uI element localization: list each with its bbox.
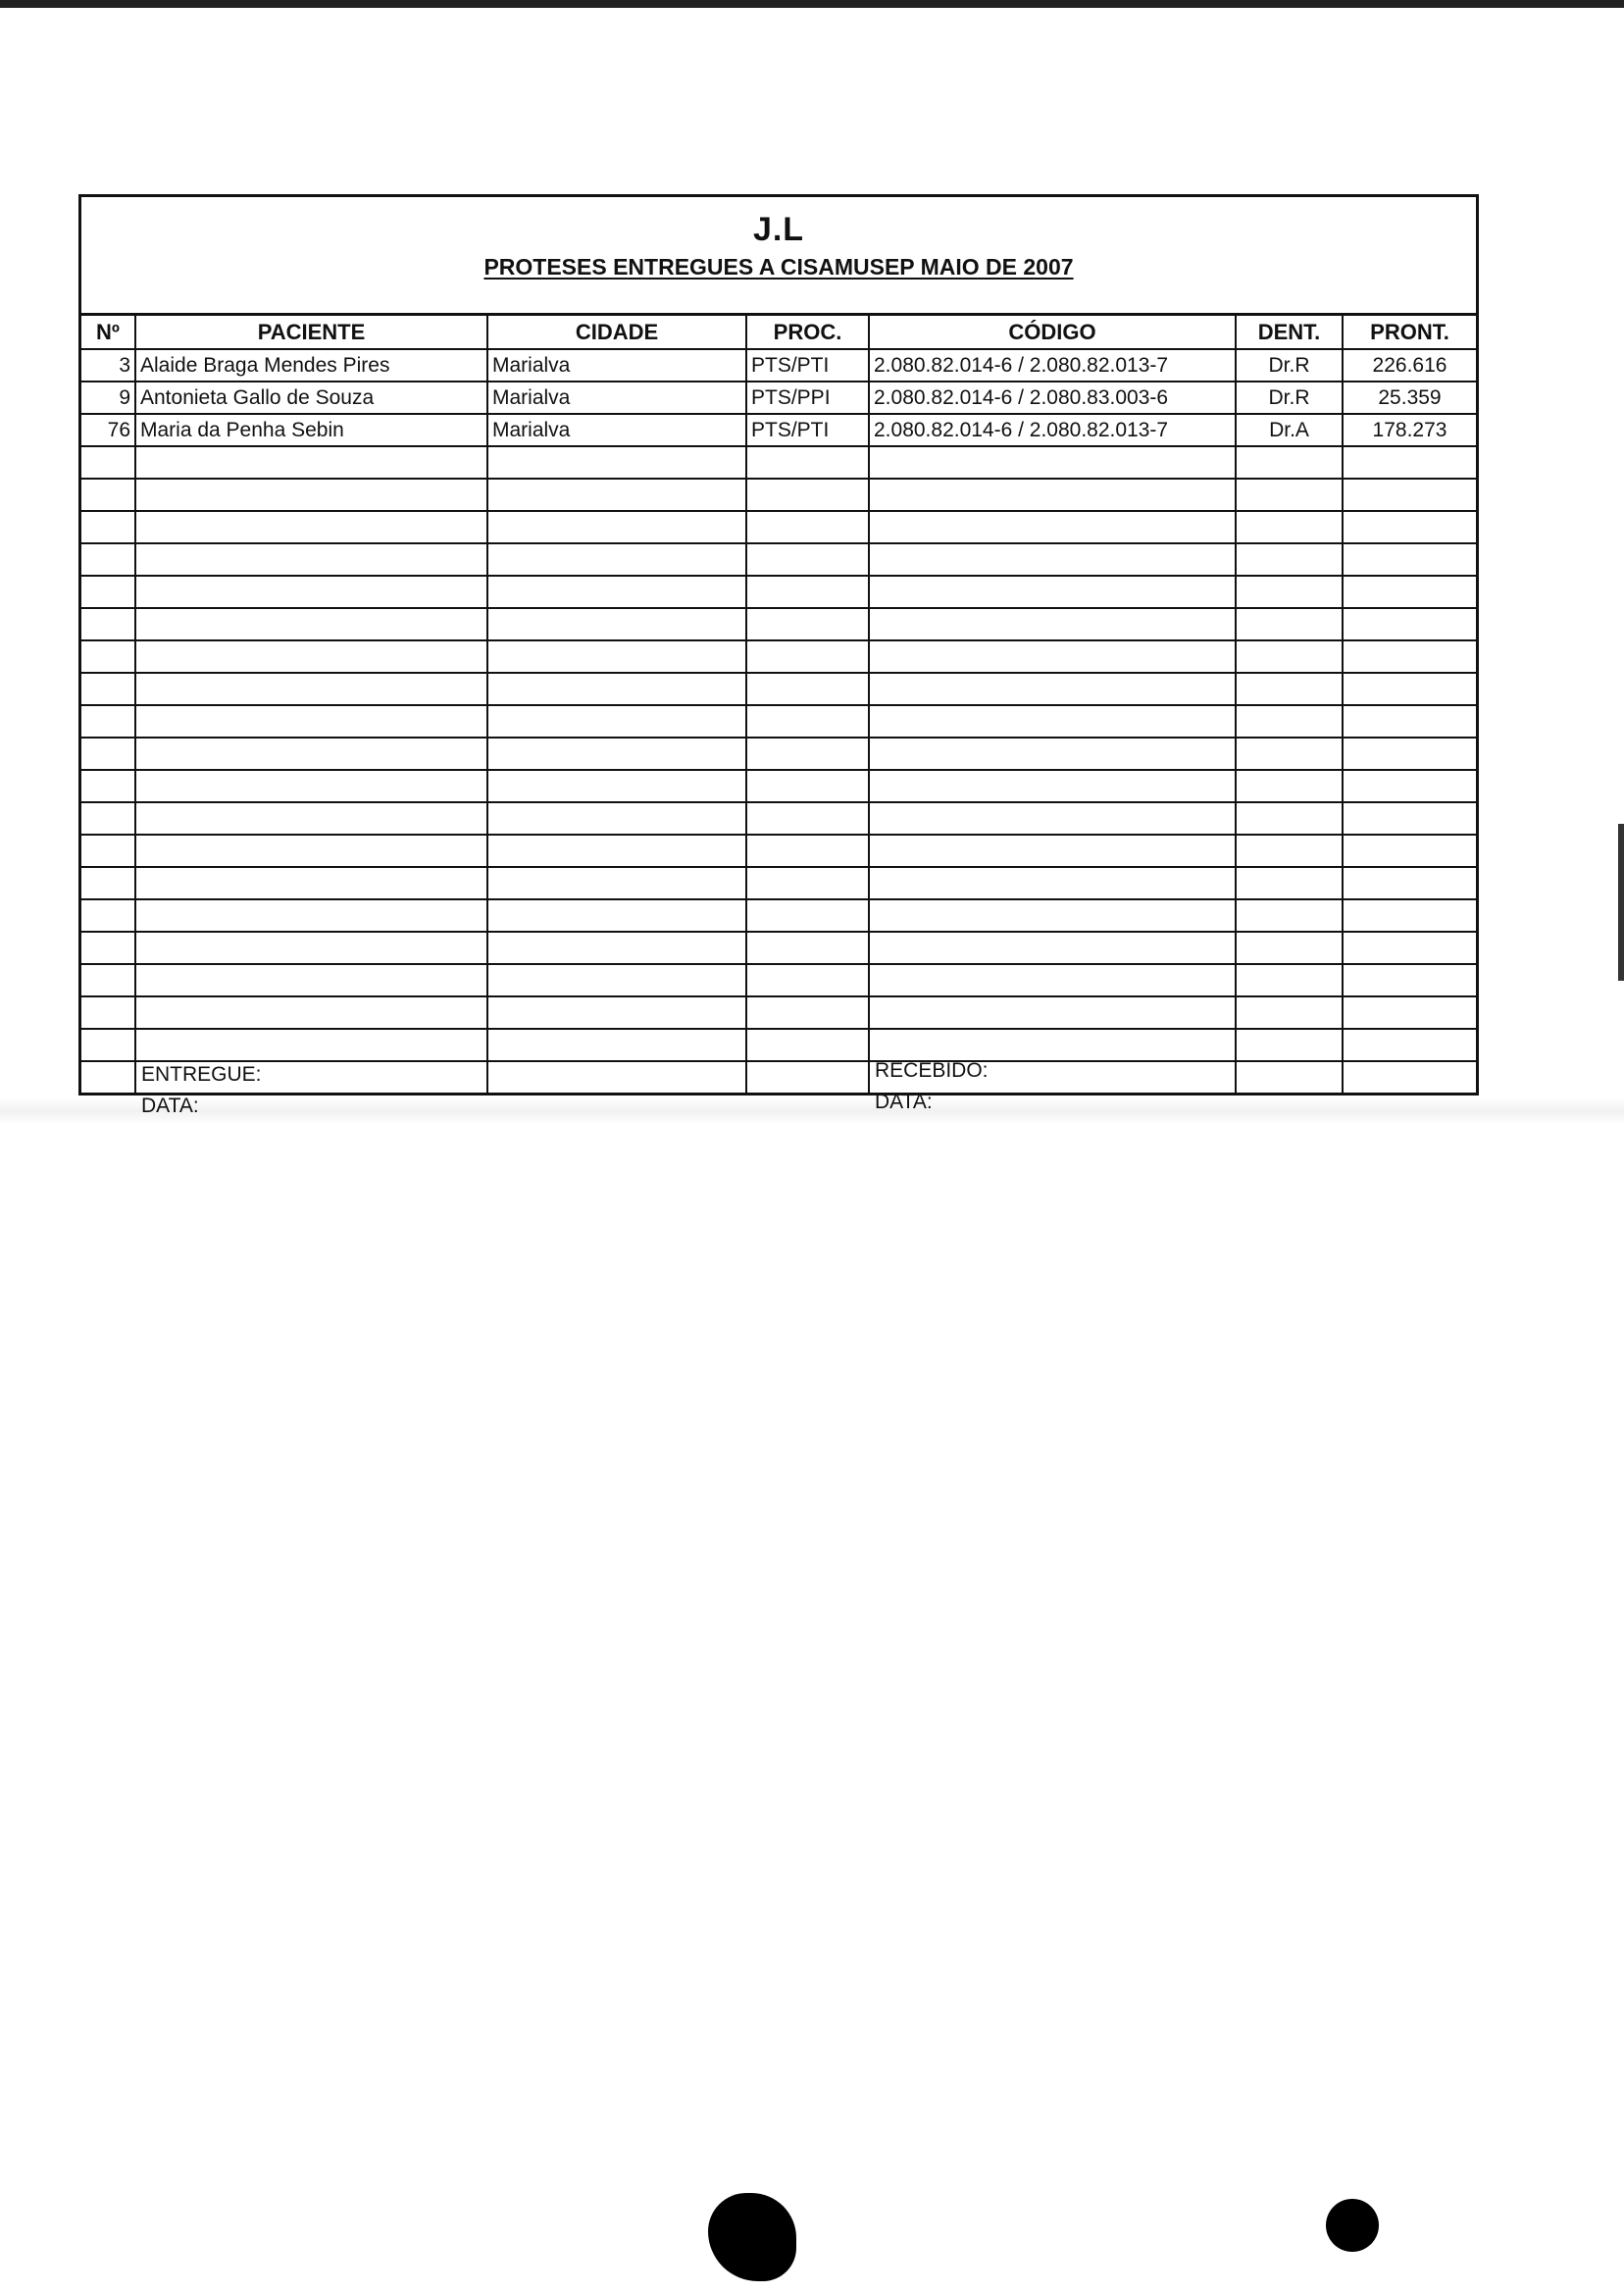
empty-cell — [869, 446, 1236, 479]
empty-cell — [81, 738, 135, 770]
empty-cell — [487, 673, 746, 705]
empty-cell — [1236, 479, 1343, 511]
cell-num: 9 — [81, 382, 135, 414]
empty-cell — [746, 932, 869, 964]
empty-cell — [1343, 511, 1476, 543]
empty-row — [81, 835, 1476, 867]
empty-cell — [135, 770, 487, 802]
ink-blot — [708, 2193, 796, 2281]
empty-cell — [487, 738, 746, 770]
empty-cell — [1236, 996, 1343, 1029]
empty-cell — [81, 1061, 135, 1093]
empty-cell — [746, 705, 869, 738]
empty-cell — [81, 543, 135, 576]
empty-cell — [1343, 576, 1476, 608]
empty-cell — [1343, 543, 1476, 576]
sheet-header — [81, 197, 1476, 316]
empty-cell — [746, 964, 869, 996]
empty-cell — [1343, 738, 1476, 770]
empty-cell — [869, 673, 1236, 705]
empty-cell — [746, 867, 869, 899]
empty-row — [81, 1061, 1476, 1093]
empty-row — [81, 705, 1476, 738]
empty-cell — [135, 1029, 487, 1061]
cell-pront: 226.616 — [1343, 349, 1476, 382]
empty-cell — [1236, 640, 1343, 673]
column-header-paciente: PACIENTE — [135, 316, 487, 349]
empty-cell — [81, 964, 135, 996]
empty-cell — [1236, 673, 1343, 705]
empty-row — [81, 511, 1476, 543]
empty-cell — [135, 446, 487, 479]
empty-cell — [1343, 996, 1476, 1029]
empty-cell — [869, 608, 1236, 640]
empty-cell — [1236, 738, 1343, 770]
empty-cell — [135, 673, 487, 705]
empty-row — [81, 964, 1476, 996]
column-header-cidade: CIDADE — [487, 316, 746, 349]
table-body — [81, 349, 1476, 1093]
empty-row — [81, 932, 1476, 964]
empty-cell — [1236, 932, 1343, 964]
cell-proc: PTS/PPI — [746, 382, 869, 414]
empty-cell — [869, 932, 1236, 964]
empty-cell — [746, 673, 869, 705]
empty-cell — [746, 770, 869, 802]
empty-cell — [1236, 802, 1343, 835]
empty-cell — [1343, 899, 1476, 932]
empty-cell — [1236, 576, 1343, 608]
empty-cell — [81, 932, 135, 964]
empty-cell — [1236, 835, 1343, 867]
empty-cell — [1343, 1029, 1476, 1061]
empty-cell — [81, 511, 135, 543]
empty-cell — [1343, 705, 1476, 738]
document-title: PROTESES ENTREGUES A CISAMUSEP MAIO DE 2007 — [483, 254, 1074, 280]
empty-cell — [869, 738, 1236, 770]
empty-cell — [487, 802, 746, 835]
cell-paciente: Alaide Braga Mendes Pires — [135, 349, 487, 382]
empty-cell — [746, 640, 869, 673]
cell-cidade: Marialva — [487, 349, 746, 382]
empty-cell — [487, 899, 746, 932]
empty-cell — [135, 640, 487, 673]
empty-cell — [487, 867, 746, 899]
empty-row — [81, 738, 1476, 770]
empty-cell — [81, 479, 135, 511]
scan-edge-right — [1618, 824, 1624, 981]
column-header-dent: DENT. — [1236, 316, 1343, 349]
cell-pront: 25.359 — [1343, 382, 1476, 414]
empty-cell — [1236, 867, 1343, 899]
empty-cell — [746, 543, 869, 576]
empty-cell — [869, 867, 1236, 899]
cell-paciente: Antonieta Gallo de Souza — [135, 382, 487, 414]
empty-cell — [487, 576, 746, 608]
empty-cell — [81, 640, 135, 673]
empty-cell — [1343, 446, 1476, 479]
empty-row — [81, 802, 1476, 835]
empty-cell — [746, 899, 869, 932]
table-row — [81, 349, 1476, 382]
column-header-num: Nº — [81, 316, 135, 349]
empty-cell — [869, 996, 1236, 1029]
cell-proc: PTS/PTI — [746, 414, 869, 446]
empty-cell — [81, 608, 135, 640]
empty-cell — [1343, 479, 1476, 511]
empty-cell — [746, 996, 869, 1029]
empty-cell — [487, 964, 746, 996]
empty-row — [81, 576, 1476, 608]
empty-cell — [487, 479, 746, 511]
empty-cell — [487, 705, 746, 738]
empty-cell — [1343, 802, 1476, 835]
empty-cell — [487, 1061, 746, 1093]
empty-cell — [487, 511, 746, 543]
empty-cell — [135, 479, 487, 511]
empty-cell — [1343, 673, 1476, 705]
cell-dent: Dr.A — [1236, 414, 1343, 446]
empty-cell — [869, 899, 1236, 932]
cell-proc: PTS/PTI — [746, 349, 869, 382]
empty-cell — [746, 511, 869, 543]
empty-cell — [135, 543, 487, 576]
empty-cell — [1343, 932, 1476, 964]
empty-cell — [135, 964, 487, 996]
empty-cell — [135, 576, 487, 608]
empty-cell — [746, 1029, 869, 1061]
empty-row — [81, 479, 1476, 511]
empty-cell — [487, 543, 746, 576]
empty-row — [81, 899, 1476, 932]
ink-dot — [1326, 2199, 1379, 2252]
empty-cell — [81, 673, 135, 705]
empty-cell — [1236, 511, 1343, 543]
empty-cell — [1343, 964, 1476, 996]
column-header-codigo: CÓDIGO — [869, 316, 1236, 349]
table-header-row — [81, 316, 1476, 349]
empty-cell — [746, 446, 869, 479]
empty-cell — [1236, 1061, 1343, 1093]
empty-cell — [135, 608, 487, 640]
deliveries-table — [81, 316, 1476, 1093]
empty-cell — [869, 964, 1236, 996]
empty-cell — [135, 738, 487, 770]
empty-cell — [81, 446, 135, 479]
cell-num: 76 — [81, 414, 135, 446]
empty-cell — [81, 576, 135, 608]
empty-cell — [1343, 835, 1476, 867]
scan-edge-top — [0, 0, 1624, 8]
recebido-data-label: DATA: — [875, 1091, 933, 1113]
empty-cell — [869, 479, 1236, 511]
empty-cell — [1236, 608, 1343, 640]
empty-cell — [869, 705, 1236, 738]
entregue-data-label: DATA: — [141, 1095, 199, 1117]
empty-cell — [135, 932, 487, 964]
table-row — [81, 382, 1476, 414]
empty-cell — [81, 770, 135, 802]
empty-cell — [135, 899, 487, 932]
empty-cell — [869, 543, 1236, 576]
empty-cell — [746, 608, 869, 640]
empty-row — [81, 673, 1476, 705]
empty-row — [81, 1029, 1476, 1061]
empty-cell — [1343, 608, 1476, 640]
cell-codigo: 2.080.82.014-6 / 2.080.82.013-7 — [869, 414, 1236, 446]
empty-cell — [81, 705, 135, 738]
empty-cell — [1236, 543, 1343, 576]
document-code: J.L — [752, 211, 805, 248]
empty-cell — [869, 835, 1236, 867]
empty-cell — [869, 511, 1236, 543]
empty-cell — [487, 996, 746, 1029]
entregue-label: ENTREGUE: — [141, 1063, 262, 1086]
cell-dent: Dr.R — [1236, 349, 1343, 382]
empty-row — [81, 608, 1476, 640]
empty-row — [81, 543, 1476, 576]
cell-pront: 178.273 — [1343, 414, 1476, 446]
empty-cell — [135, 867, 487, 899]
empty-cell — [81, 835, 135, 867]
empty-row — [81, 446, 1476, 479]
empty-cell — [487, 446, 746, 479]
paper-fold-line — [0, 1098, 1624, 1124]
empty-cell — [1236, 770, 1343, 802]
empty-cell — [81, 899, 135, 932]
empty-cell — [746, 479, 869, 511]
empty-cell — [487, 932, 746, 964]
cell-cidade: Marialva — [487, 382, 746, 414]
empty-row — [81, 770, 1476, 802]
empty-cell — [869, 1029, 1236, 1061]
empty-cell — [1236, 1029, 1343, 1061]
empty-cell — [487, 640, 746, 673]
empty-cell — [81, 802, 135, 835]
empty-cell — [135, 511, 487, 543]
empty-cell — [746, 835, 869, 867]
empty-cell — [1236, 705, 1343, 738]
empty-cell — [1236, 899, 1343, 932]
empty-cell — [81, 1029, 135, 1061]
empty-cell — [1343, 640, 1476, 673]
empty-cell — [135, 996, 487, 1029]
column-header-pront: PRONT. — [1343, 316, 1476, 349]
deliveries-sheet — [78, 194, 1479, 1096]
empty-cell — [135, 802, 487, 835]
empty-row — [81, 996, 1476, 1029]
empty-row — [81, 640, 1476, 673]
empty-cell — [746, 738, 869, 770]
empty-cell — [81, 996, 135, 1029]
empty-cell — [869, 576, 1236, 608]
empty-cell — [487, 770, 746, 802]
empty-cell — [1343, 1061, 1476, 1093]
empty-cell — [1343, 770, 1476, 802]
empty-cell — [746, 1061, 869, 1093]
empty-cell — [746, 576, 869, 608]
cell-codigo: 2.080.82.014-6 / 2.080.82.013-7 — [869, 349, 1236, 382]
empty-cell — [1343, 867, 1476, 899]
empty-cell — [869, 640, 1236, 673]
empty-cell — [487, 608, 746, 640]
cell-num: 3 — [81, 349, 135, 382]
empty-cell — [81, 867, 135, 899]
cell-dent: Dr.R — [1236, 382, 1343, 414]
empty-cell — [1236, 964, 1343, 996]
cell-cidade: Marialva — [487, 414, 746, 446]
column-header-proc: PROC. — [746, 316, 869, 349]
empty-cell — [135, 835, 487, 867]
table-row — [81, 414, 1476, 446]
empty-row — [81, 867, 1476, 899]
recebido-label: RECEBIDO: — [875, 1059, 989, 1082]
cell-paciente: Maria da Penha Sebin — [135, 414, 487, 446]
cell-codigo: 2.080.82.014-6 / 2.080.83.003-6 — [869, 382, 1236, 414]
empty-cell — [487, 835, 746, 867]
empty-cell — [1236, 446, 1343, 479]
empty-cell — [135, 705, 487, 738]
empty-cell — [869, 802, 1236, 835]
empty-cell — [487, 1029, 746, 1061]
empty-cell — [869, 770, 1236, 802]
empty-cell — [746, 802, 869, 835]
